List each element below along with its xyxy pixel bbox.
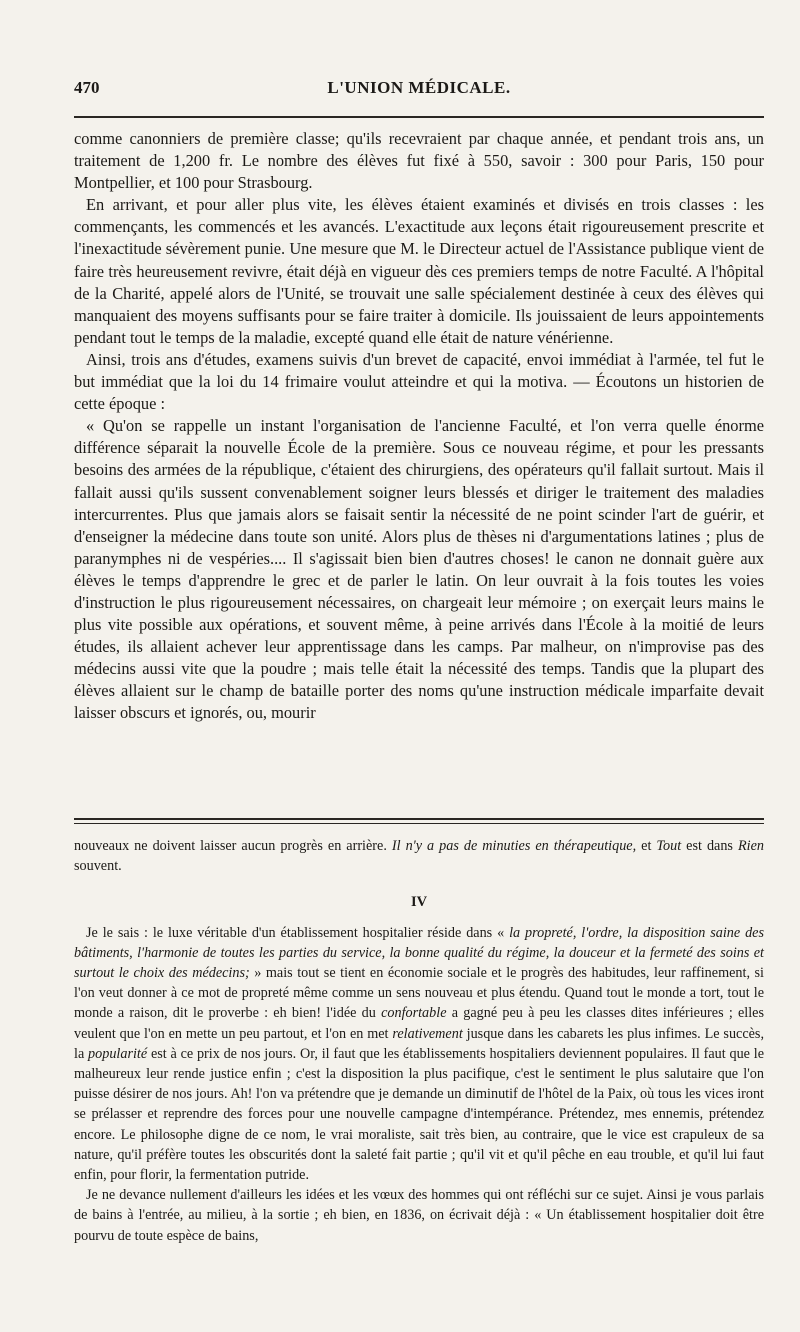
- text-run: nouveaux ne doivent laisser aucun progrès en arrière.: [74, 838, 392, 854]
- italic-run: relativement: [392, 1025, 463, 1042]
- paragraph: En arrivant, et pour aller plus vite, les élèves étaient examinés et divisés en trois classes : les commençants, les commencés et les avancés. L'exactitude aux leçons était rigoureusement prescrite et l'inexactitude sévèrement punie. Une mesure que M. le Directeur actuel de l'Assistance publique vient de faire très heureusement revivre, était déjà en vigueur dès ces premiers temps de notre Faculté. A l'hôpital de la Charité, appelé alors de l'Unité, se trouvait une salle spécialement destinée à ceux des élèves qui manquaient des moyens suffisants pour se faire traiter à domicile. Ils jouissaient de leurs appointements pendant tout le temps de la maladie, excepté quand elle était de nature vénérienne.: [74, 195, 764, 347]
- feuilleton-paragraph: Je ne devance nullement d'ailleurs les idées et les vœux des hommes qui ont réfléchi sur ce sujet. Ainsi je vous parlais de bains à l'entrée, au milieu, à la sortie ; eh bien, en 1836, on écrivait déjà : « Un établissement hospitalier doit être pourvu de toute espèce de bains,: [74, 1187, 764, 1244]
- italic-run: popularité: [88, 1045, 148, 1062]
- page-header: [74, 78, 764, 104]
- text-run: » mais tout se tient en économie sociale et le progrès des habitudes, leur raffinement, si l'on veut donner à ce mot de propreté même comme un sens nouveau et plus étendu. Quand tout le monde a tort, tout le monde a raison, dit le proverbe : eh bien! l'idée du: [74, 965, 764, 1022]
- text-run: Je le sais : le luxe véritable d'un établissement hospitalier réside dans «: [86, 924, 510, 941]
- paragraph: « Qu'on se rappelle un instant l'organisation de l'ancienne Faculté, et l'on verra quelle énorme différence séparait la nouvelle École de la première. Sous ce nouveau régime, et pour les pressants besoins des armées de la république, c'étaient des chirurgiens, des opérateurs qu'il fallait surtout. Mais il fallait aussi qu'ils sussent convenablement soigner leurs blessés et diriger le traitement des maladies intercurrentes. Plus que jamais alors se faisait sentir la nécessité de ne point scinder l'art de guérir, et d'enseigner la médecine dans toute son unité. Alors plus de thèses ni d'argumentations latines ; plus de paranymphes ni de vespéries.... Il s'agissait bien bien d'autres choses! le canon ne donnait guère aux élèves le temps d'apprendre le grec et de parler le latin. On leur ouvrait à la fois toutes les voies d'instruction le plus rigoureusement nécessaires, on chargeait leur mémoire ; on exerçait leurs mains le plus vite possible aux opérations, et souvent même, à peine arrivés dans l'École à la moitié de leurs études, ils allaient achever leur apprentissage dans les camps. Par malheur, on n'improvise pas des médecins aussi vite que la poudre ; mais telle était la nécessité des temps. Tandis que la plupart des élèves allaient sur le champ de bataille porter des noms qu'une instruction médicale imparfaite devait laisser obscurs et ignorés, ou, mourir: [74, 416, 764, 723]
- text-run: est à ce prix de nos jours. Or, il faut que les établissements hospitaliers deviennent populaires. Il faut que le malheureux leur rende justice enfin ; c'est la disposition la plus pacifique, c'est le sentiment le plus salutaire que l'on puisse désirer de nos jours. Ah! l'on va prétendre que je demande un diminutif de l'hôtel de la Paix, où tous les vices iront se prélasser et reprendre des forces pour une nouvelle campagne d'intempérance. Prétendez, mes ennemis, prétendez encore. Le philosophe digne de ce nom, le vrai moraliste, sait très bien, au contraire, que le vice est crapuleux de sa nature, qu'il préfère toutes les obscurités dont la saleté fait partie ; qu'il vit et qu'il pêche en eau trouble, et qu'il lui faut enfin, pour florir, la fermentation putride.: [74, 1045, 764, 1184]
- italic-run: Rien: [737, 838, 764, 854]
- feuilleton-divider: [74, 818, 764, 824]
- paragraph: comme canonniers de première classe; qu'ils recevraient par chaque année, et pendant trois ans, un traitement de 1,200 fr. Le nombre des élèves fut fixé à 550, savoir : 300 pour Paris, 150 pour Montpellier, et 100 pour Strasbourg.: [74, 129, 764, 193]
- feuilleton-paragraph: [74, 836, 764, 876]
- feuilleton-section: [74, 836, 764, 1246]
- text-run: est dans: [681, 838, 738, 854]
- italic-run: la propreté, l'ordre, la disposition saine des bâtiments, l'harmonie de toutes les parties du service, la bonne qualité du régime, la douceur et la fermeté des soins et surtout le choix des médecins;: [74, 924, 764, 982]
- italic-run: Il n'y a pas de minuties en thérapeutique,: [391, 838, 637, 854]
- header-rule: [74, 116, 764, 118]
- italic-run: Tout: [656, 838, 682, 854]
- page-number: 470: [74, 78, 100, 97]
- text-run: et: [636, 838, 657, 854]
- main-article: [74, 128, 764, 725]
- section-heading: IV: [410, 894, 428, 911]
- feuilleton-paragraph: [74, 923, 764, 1186]
- text-run: jusque dans les cabarets les plus infimes. Le succès, la: [74, 1025, 765, 1062]
- text-run: souvent.: [74, 858, 122, 875]
- paragraph: Ainsi, trois ans d'études, examens suivis d'un brevet de capacité, envoi immédiat à l'armée, tel fut le but immédiat que la loi du 14 frimaire voulut atteindre et qui la motiva. — Écoutons un historien de cette époque :: [74, 349, 764, 414]
- journal-title: L'UNION MÉDICALE.: [327, 78, 511, 97]
- text-run: a gagné peu à peu les classes dites inférieures ; elles veulent que l'on en mette un peu partout, et l'on en met: [74, 1005, 764, 1042]
- italic-run: confortable: [381, 1005, 447, 1022]
